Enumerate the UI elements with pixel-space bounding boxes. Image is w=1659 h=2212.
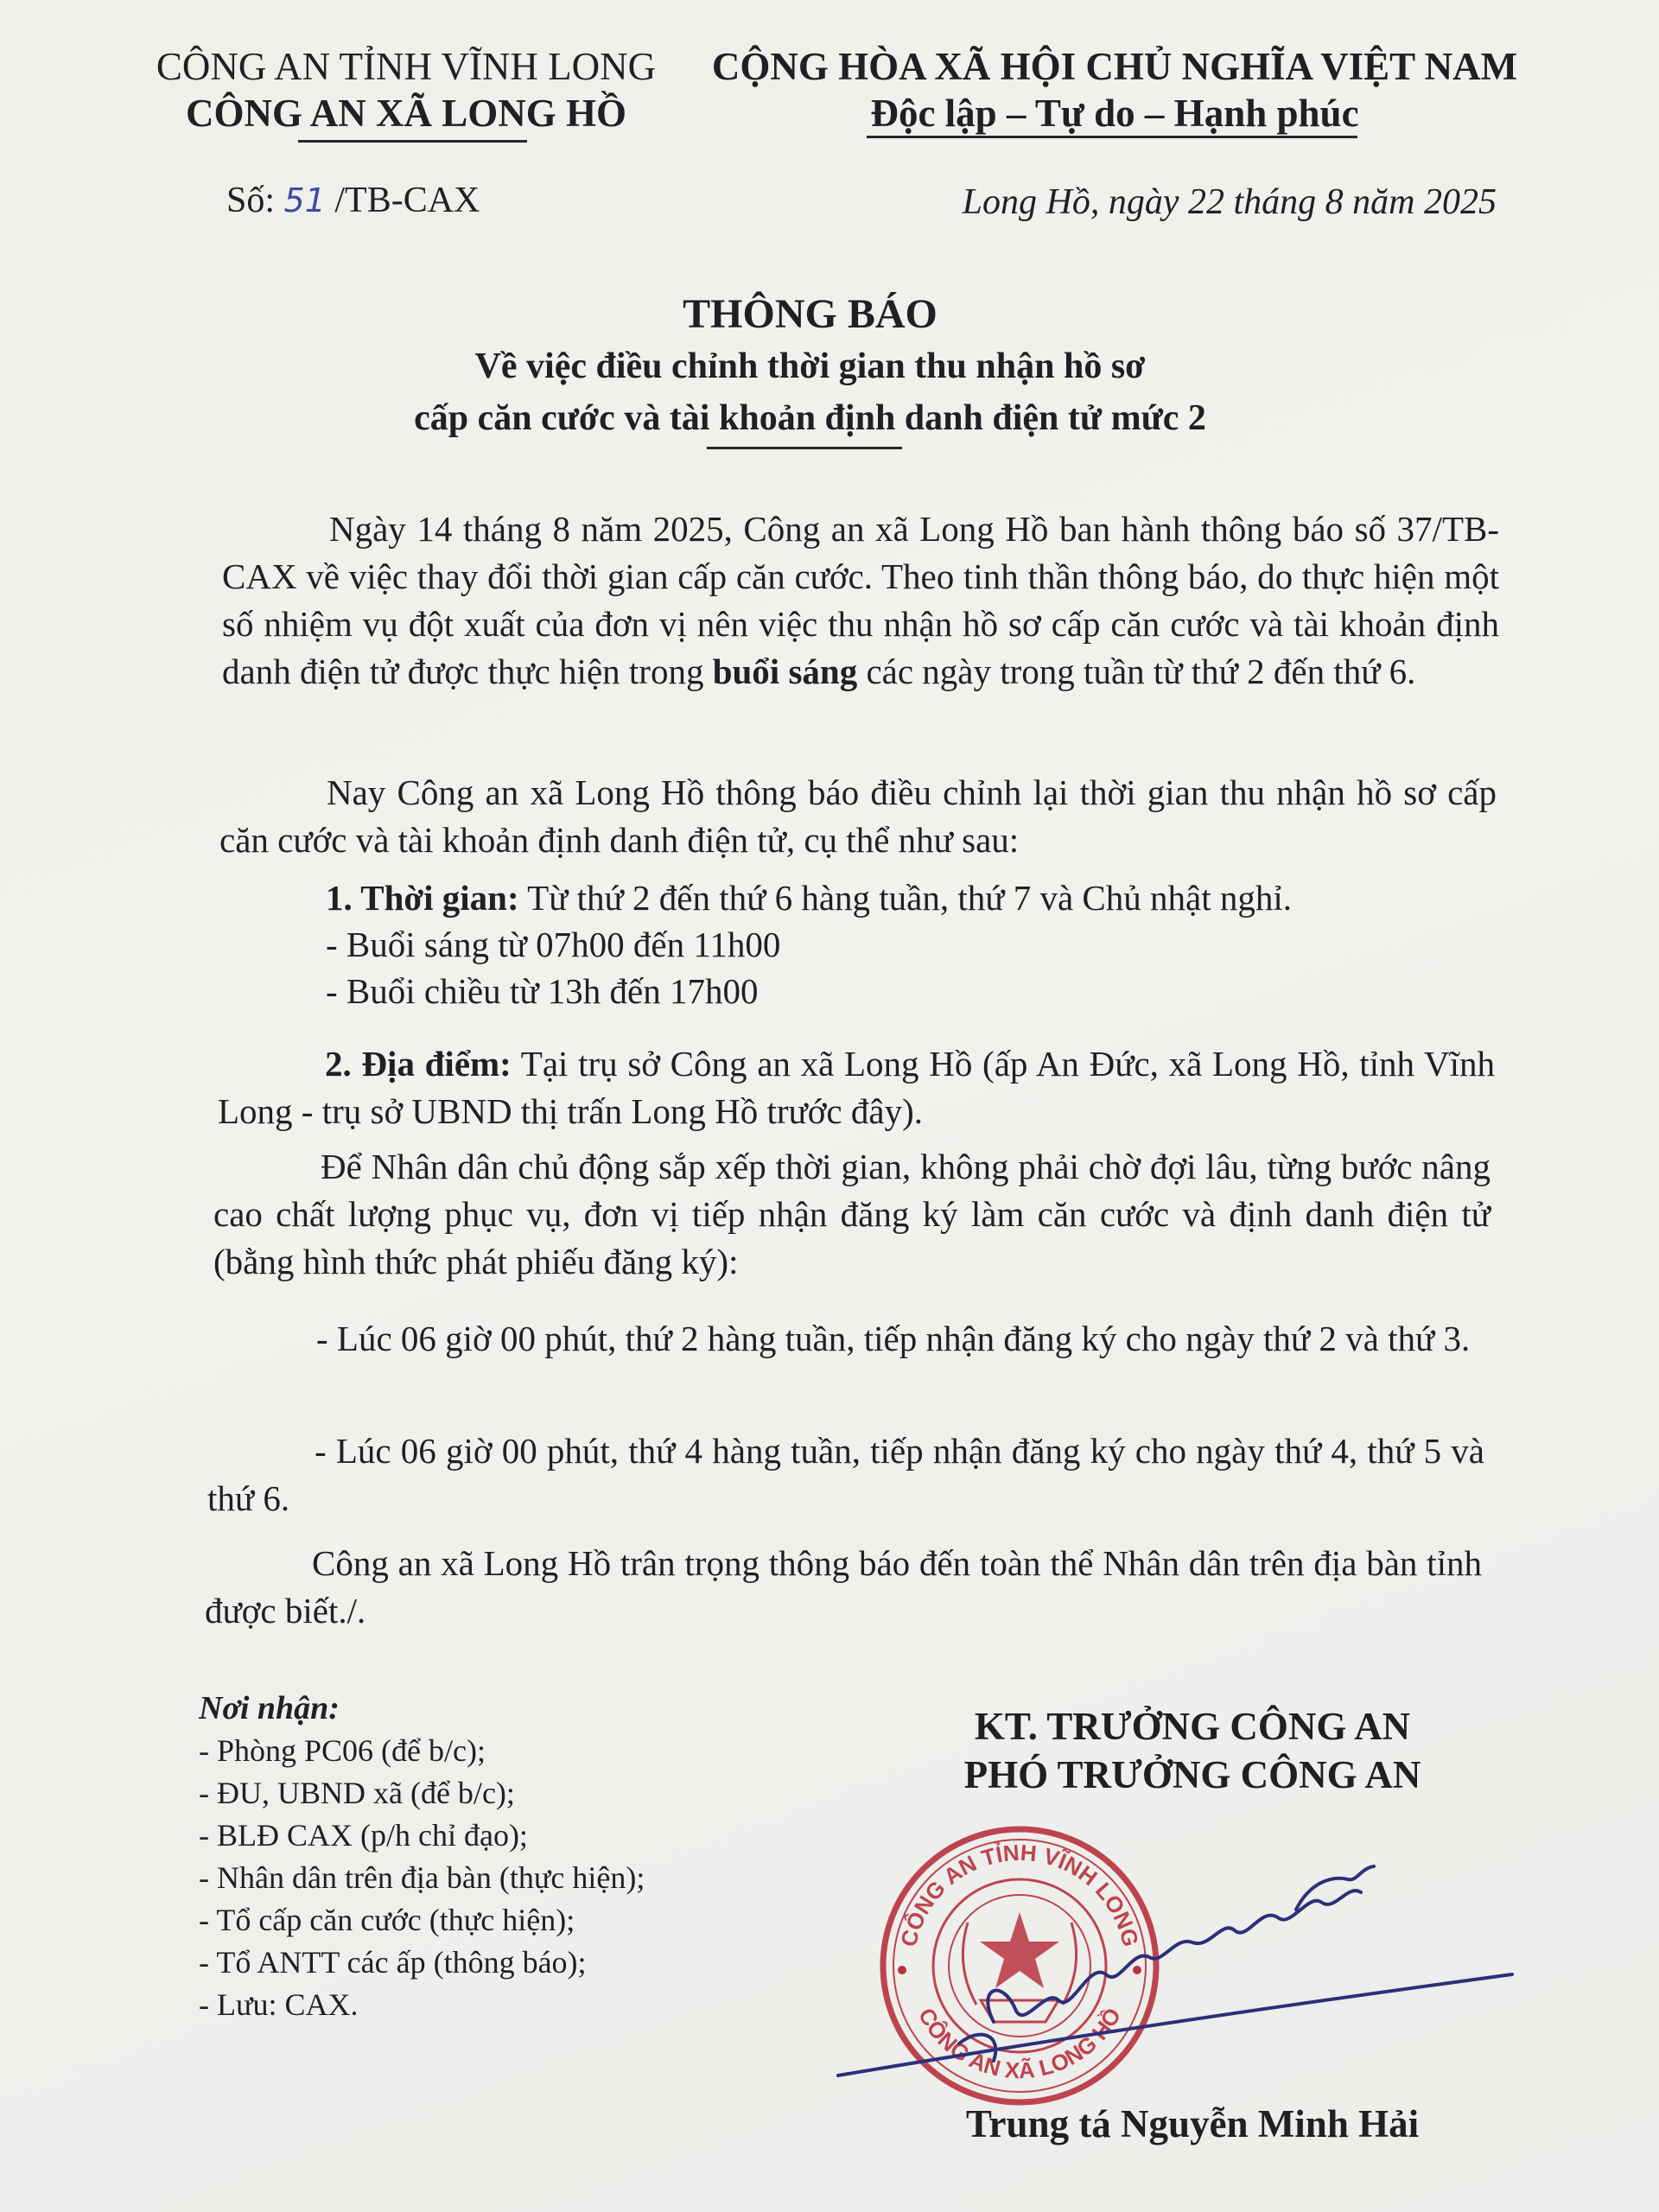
recipient-item: - ĐU, UBND xã (để b/c); <box>199 1776 515 1810</box>
signature-title <box>890 1702 1495 1799</box>
signer-name: Trung tá Nguyễn Minh Hải <box>965 2102 1420 2145</box>
closing-paragraph: Công an xã Long Hồ trân trọng thông báo đến toàn thể Nhân dân trên địa bàn tỉnh được biết./. <box>205 1543 1482 1630</box>
motto-underline <box>867 136 1357 138</box>
paragraph-2: Nay Công an xã Long Hồ thông báo điều chỉnh lại thời gian thu nhận hồ sơ cấp căn cước và tài khoản định danh điện tử, cụ thể như sau: <box>219 772 1497 860</box>
title-sub-line2: cấp căn cước và tài khoản định danh điện tử mức 2 <box>414 398 1206 438</box>
agency-underline <box>298 140 527 143</box>
registration-2: - Lúc 06 giờ 00 phút, thứ 4 hàng tuần, tiếp nhận đăng ký cho ngày thứ 4, thứ 5 và thứ 6. <box>207 1431 1484 1518</box>
p1-end: các ngày trong tuần từ thứ 2 đến thứ 6. <box>866 652 1416 691</box>
p1-bold: buổi sáng <box>712 652 858 691</box>
time-label: 1. Thời gian: <box>326 878 519 918</box>
country-header <box>683 43 1547 137</box>
recipient-item: - Lưu: CAX. <box>199 1987 359 2022</box>
seal-bottom-text: CÔNG AN XÃ LONG HỒ <box>912 2003 1127 2084</box>
agency-header <box>147 43 665 137</box>
place-paragraph <box>218 1040 1495 1135</box>
recipient-item: - Nhân dân trên địa bàn (thực hiện); <box>199 1860 645 1895</box>
paragraph-1 <box>222 505 1499 696</box>
document-title: THÔNG BÁO <box>683 291 938 337</box>
time-text: Từ thứ 2 đến thứ 6 hàng tuần, thứ 7 và Chủ nhật nghỉ. <box>527 878 1292 918</box>
number-handwritten: 51 <box>283 181 326 219</box>
place-date: Long Hồ, ngày 22 tháng 8 năm 2025 <box>962 182 1497 222</box>
signature-line1: KT. TRƯỞNG CÔNG AN <box>974 1705 1411 1748</box>
number-suffix: /TB-CAX <box>334 181 480 220</box>
title-underline <box>707 447 902 449</box>
paragraph-3: Để Nhân dân chủ động sắp xếp thời gian, không phải chờ đợi lâu, từng bước nâng cao chất lượng phục vụ, đơn vị tiếp nhận đăng ký làm căn cước và định danh điện tử (bằng hình thức phát phiếu đăng ký): <box>213 1147 1491 1281</box>
recipients-label: Nơi nhận: <box>199 1690 340 1726</box>
recipient-item: - Tổ ANTT các ấp (thông báo); <box>199 1945 587 1980</box>
country-name: CỘNG HÒA XÃ HỘI CHỦ NGHĨA VIỆT NAM <box>711 45 1518 88</box>
place-label: 2. Địa điểm: <box>325 1044 512 1084</box>
place-text: Tại trụ sở Công an xã Long Hồ (ấp An Đức, xã Long Hồ, tỉnh Vĩnh Long - trụ sở UBND thị trấn Long Hồ trước đây). <box>218 1044 1495 1131</box>
title-sub-line1: Về việc điều chỉnh thời gian thu nhận hồ sơ <box>474 346 1146 386</box>
time-line <box>326 874 1292 922</box>
recipient-item: - Tổ cấp căn cước (thực hiện); <box>199 1903 575 1937</box>
seal-top-text: CÔNG AN TỈNH VĨNH LONG <box>895 1839 1144 1949</box>
registration-1: - Lúc 06 giờ 00 phút, thứ 2 hàng tuần, tiếp nhận đăng ký cho ngày thứ 2 và thứ 3. <box>316 1319 1471 1358</box>
agency-parent: CÔNG AN TỈNH VĨNH LONG <box>156 45 657 88</box>
signature-line2: PHÓ TRƯỞNG CÔNG AN <box>963 1753 1421 1796</box>
morning-hours: - Buổi sáng từ 07h00 đến 11h00 <box>326 925 781 964</box>
agency-name: CÔNG AN XÃ LONG HỒ <box>185 92 627 135</box>
recipient-item: - Phòng PC06 (để b/c); <box>199 1733 486 1768</box>
recipients-block <box>199 1688 645 2026</box>
handwritten-signature <box>830 1858 1521 2100</box>
motto: Độc lập – Tự do – Hạnh phúc <box>870 92 1359 135</box>
document-number <box>226 180 480 221</box>
afternoon-hours: - Buổi chiều từ 13h đến 17h00 <box>326 971 759 1011</box>
p1-text: Ngày 14 tháng 8 năm 2025, Công an xã Long Hồ ban hành thông báo số 37/TB-CAX về việc thay đổi thời gian cấp căn cước. Theo tinh thần thông báo, do thực hiện một số nhiệm vụ đột xuất của đơn vị nên việc thu nhận hồ sơ cấp căn cước và tài khoản định danh điện tử được thực hiện trong <box>222 509 1499 691</box>
recipient-item: - BLĐ CAX (p/h chỉ đạo); <box>199 1818 528 1853</box>
number-prefix: Số: <box>226 181 276 220</box>
